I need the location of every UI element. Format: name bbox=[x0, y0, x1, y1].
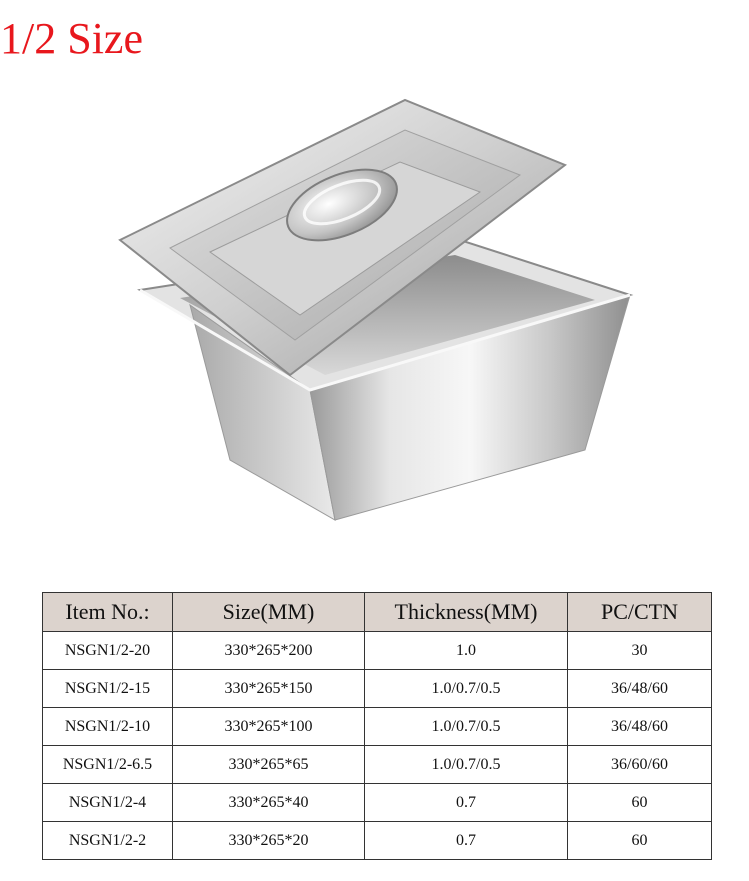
cell-thickness: 0.7 bbox=[365, 822, 568, 860]
cell-item-no: NSGN1/2-4 bbox=[43, 784, 173, 822]
cell-thickness: 1.0/0.7/0.5 bbox=[365, 746, 568, 784]
cell-pc-ctn: 36/60/60 bbox=[568, 746, 712, 784]
header-size: Size(MM) bbox=[173, 593, 365, 632]
cell-item-no: NSGN1/2-15 bbox=[43, 670, 173, 708]
cell-size: 330*265*20 bbox=[173, 822, 365, 860]
cell-item-no: NSGN1/2-10 bbox=[43, 708, 173, 746]
cell-thickness: 0.7 bbox=[365, 784, 568, 822]
cell-pc-ctn: 60 bbox=[568, 784, 712, 822]
cell-thickness: 1.0/0.7/0.5 bbox=[365, 670, 568, 708]
table-row bbox=[43, 746, 712, 784]
cell-pc-ctn: 60 bbox=[568, 822, 712, 860]
cell-size: 330*265*150 bbox=[173, 670, 365, 708]
header-pc-ctn: PC/CTN bbox=[568, 593, 712, 632]
cell-size: 330*265*65 bbox=[173, 746, 365, 784]
page-title: 1/2 Size bbox=[0, 14, 143, 63]
cell-pc-ctn: 36/48/60 bbox=[568, 670, 712, 708]
cell-pc-ctn: 36/48/60 bbox=[568, 708, 712, 746]
table-row bbox=[43, 670, 712, 708]
cell-item-no: NSGN1/2-20 bbox=[43, 632, 173, 670]
cell-thickness: 1.0/0.7/0.5 bbox=[365, 708, 568, 746]
table-row bbox=[43, 784, 712, 822]
cell-item-no: NSGN1/2-2 bbox=[43, 822, 173, 860]
spec-table bbox=[42, 592, 712, 860]
cell-size: 330*265*40 bbox=[173, 784, 365, 822]
table-row bbox=[43, 822, 712, 860]
cell-item-no: NSGN1/2-6.5 bbox=[43, 746, 173, 784]
table-row bbox=[43, 708, 712, 746]
header-item-no: Item No.: bbox=[43, 593, 173, 632]
cell-size: 330*265*200 bbox=[173, 632, 365, 670]
table-row bbox=[43, 632, 712, 670]
table-header-row bbox=[43, 593, 712, 632]
cell-size: 330*265*100 bbox=[173, 708, 365, 746]
cell-pc-ctn: 30 bbox=[568, 632, 712, 670]
header-thickness: Thickness(MM) bbox=[365, 593, 568, 632]
gastronorm-pan-image bbox=[100, 90, 660, 540]
cell-thickness: 1.0 bbox=[365, 632, 568, 670]
